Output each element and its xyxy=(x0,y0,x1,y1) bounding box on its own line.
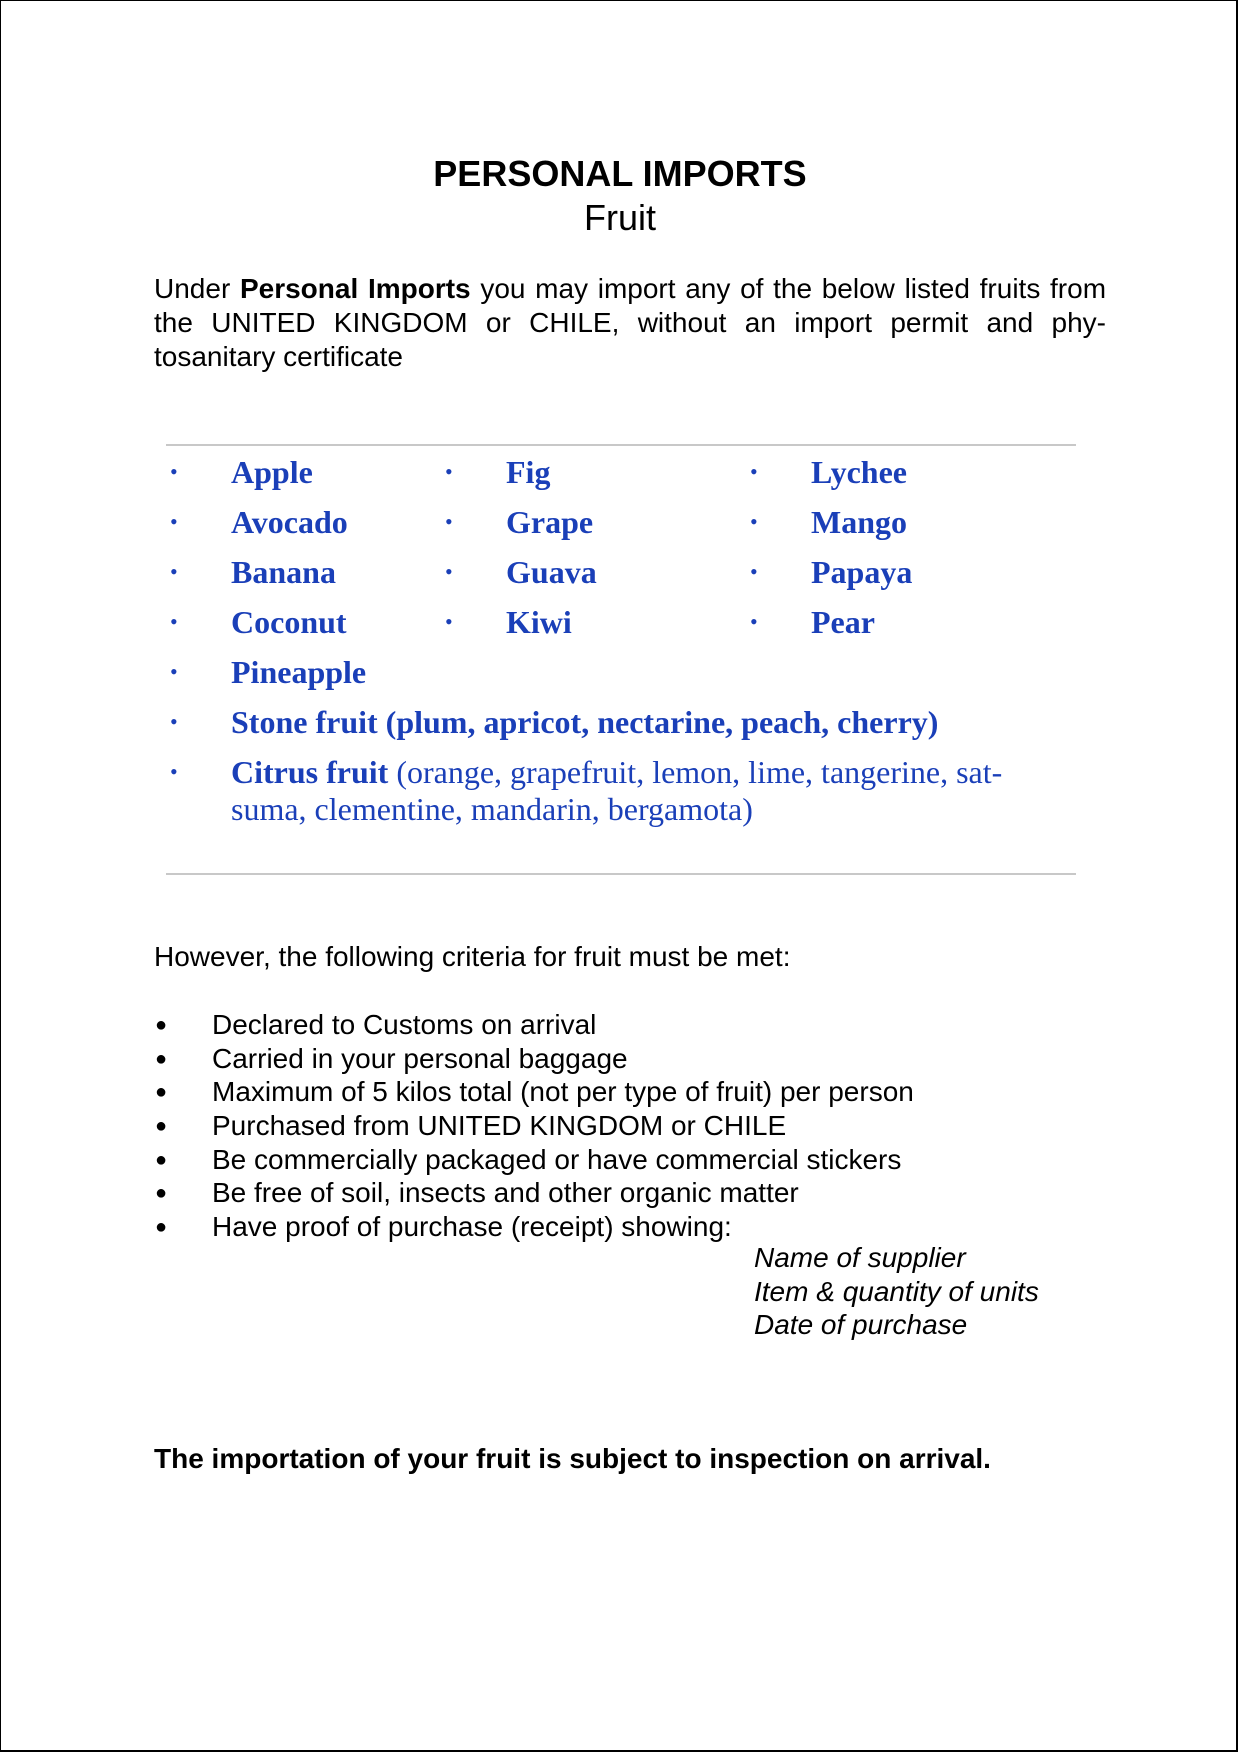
bullet: • xyxy=(170,559,178,584)
bullet: • xyxy=(750,509,758,534)
receipt-detail: Name of supplier xyxy=(754,1242,966,1273)
criteria-intro: However, the following criteria for fruit must be met: xyxy=(154,941,791,972)
bullet: • xyxy=(750,459,758,484)
intro-paragraph xyxy=(154,272,1106,374)
intro-bold: Personal Imports xyxy=(239,273,471,304)
bullet: ● xyxy=(155,1149,168,1171)
bullet: • xyxy=(170,709,178,734)
citrus-bold: Citrus fruit xyxy=(231,754,389,790)
citrus-continuation: suma, clementine, mandarin, bergamota) xyxy=(231,791,753,827)
bullet: ● xyxy=(155,1081,168,1103)
receipt-detail: Item & quantity of units xyxy=(754,1276,1039,1307)
criteria-item: Be free of soil, insects and other organic matter xyxy=(212,1177,799,1208)
intro-prefix: Under xyxy=(154,273,240,304)
fruit-item: Banana xyxy=(231,554,336,590)
criteria-item: Be commercially packaged or have commercial stickers xyxy=(212,1144,902,1175)
intro-suffix: you may import any of the below listed fruits from the UNITED KINGDOM or CHILE, without an import permit and phy-tosanitary certificate xyxy=(154,273,1107,372)
criteria-item: Have proof of purchase (receipt) showing: xyxy=(212,1211,732,1242)
top-divider xyxy=(166,444,1076,446)
fruit-item: Pear xyxy=(811,604,875,640)
fruit-item: Apple xyxy=(231,454,313,490)
fruit-item: Kiwi xyxy=(506,604,572,640)
bullet: ● xyxy=(155,1048,168,1070)
bottom-divider xyxy=(166,873,1076,875)
fruit-item: Grape xyxy=(506,504,594,540)
bullet: • xyxy=(170,659,178,684)
footer-notice: The importation of your fruit is subject to inspection on arrival. xyxy=(154,1443,991,1474)
fruit-item: Guava xyxy=(506,554,597,590)
bullet: • xyxy=(445,509,453,534)
bullet: ● xyxy=(155,1014,168,1036)
bullet: • xyxy=(750,609,758,634)
bullet: • xyxy=(750,559,758,584)
bullet: ● xyxy=(155,1182,168,1204)
fruit-item: Coconut xyxy=(231,604,347,640)
fruit-item-pineapple: Pineapple xyxy=(231,654,367,690)
bullet: • xyxy=(170,509,178,534)
bullet: ● xyxy=(155,1115,168,1137)
receipt-detail: Date of purchase xyxy=(754,1309,968,1340)
page-subtitle: Fruit xyxy=(584,197,656,238)
fruit-item-stone: Stone fruit (plum, apricot, nectarine, peach, cherry) xyxy=(231,704,939,740)
bullet: • xyxy=(445,459,453,484)
fruit-item: Fig xyxy=(506,454,551,490)
bullet: • xyxy=(170,759,178,784)
criteria-item: Maximum of 5 kilos total (not per type of fruit) per person xyxy=(212,1076,914,1107)
bullet: ● xyxy=(155,1216,168,1238)
fruit-item: Avocado xyxy=(231,504,348,540)
fruit-item: Mango xyxy=(811,504,907,540)
bullet: • xyxy=(170,609,178,634)
bullet: • xyxy=(170,459,178,484)
fruit-item-citrus xyxy=(231,753,1002,791)
fruit-item: Papaya xyxy=(811,554,913,590)
page-title: PERSONAL IMPORTS xyxy=(433,153,807,194)
criteria-item: Declared to Customs on arrival xyxy=(212,1009,597,1040)
bullet: • xyxy=(445,559,453,584)
criteria-item: Carried in your personal baggage xyxy=(212,1043,628,1074)
bullet: • xyxy=(445,609,453,634)
fruit-item: Lychee xyxy=(811,454,907,490)
citrus-rest: (orange, grapefruit, lemon, lime, tangerine, sat- xyxy=(388,754,1003,790)
criteria-item: Purchased from UNITED KINGDOM or CHILE xyxy=(212,1110,787,1141)
